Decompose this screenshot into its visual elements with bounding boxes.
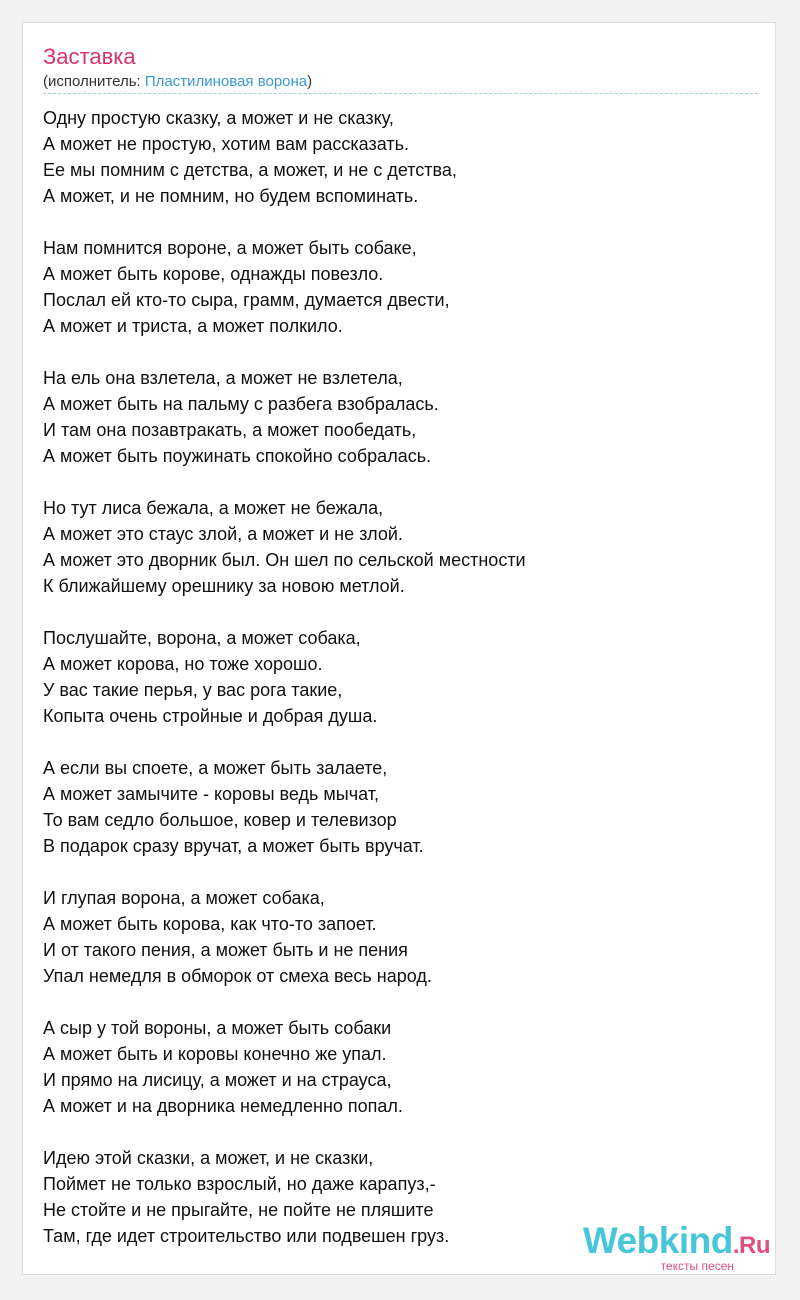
lyrics-line: А может быть корова, как что-то запоет. [43, 914, 377, 934]
lyrics-line: А может это дворник был. Он шел по сельской местности [43, 550, 526, 570]
lyrics-line: А может замычите - коровы ведь мычат, [43, 784, 379, 804]
lyrics-line: Одну простую сказку, а может и не сказку, [43, 108, 394, 128]
lyrics-line: Не стойте и не прыгайте, не пойте не пляшите [43, 1200, 434, 1220]
lyrics-line: Там, где идет строительство или подвешен груз. [43, 1226, 450, 1246]
lyrics-line: На ель она взлетела, а может не взлетела, [43, 368, 403, 388]
lyrics-line: А может быть на пальму с разбега взобралась. [43, 394, 439, 414]
logo-tld: .Ru [732, 1232, 770, 1259]
lyrics-stanza [43, 885, 763, 989]
lyrics-line: А может не простую, хотим вам рассказать. [43, 134, 409, 154]
lyrics-line: И прямо на лисицу, а может и на страуса, [43, 1070, 392, 1090]
artist-link[interactable]: Пластилиновая ворона [144, 73, 308, 90]
webkind-logo [583, 1221, 770, 1272]
song-title[interactable]: Заставка [43, 44, 136, 69]
lyrics-line: А если вы споете, а может быть залаете, [43, 758, 388, 778]
lyrics-line: А сыр у той вороны, а может быть собаки [43, 1018, 392, 1038]
logo-tagline: тексты песен [660, 1259, 734, 1273]
lyrics-line: И глупая ворона, а может собака, [43, 888, 325, 908]
lyrics-stanza [43, 625, 763, 729]
lyrics-line: А может это стаус злой, а может и не злой. [43, 524, 403, 544]
lyrics-stanza [43, 1015, 763, 1119]
lyrics-line: К ближайшему орешнику за новою метлой. [43, 576, 405, 596]
lyrics-stanza [43, 755, 763, 859]
lyrics-line: И от такого пения, а может быть и не пения [43, 940, 408, 960]
lyrics-line: Но тут лиса бежала, а может не бежала, [43, 498, 384, 518]
lyrics-line: И там она позавтракать, а может пообедать, [43, 420, 417, 440]
lyrics-line: В подарок сразу вручат, а может быть вручат. [43, 836, 424, 856]
lyrics-stanza [43, 495, 763, 599]
lyrics-card [22, 22, 776, 1275]
lyrics-line: А может и триста, а может полкило. [43, 316, 343, 336]
divider [43, 93, 758, 94]
lyrics-stanza [43, 105, 763, 209]
lyrics-line: Послушайте, ворона, а может собака, [43, 628, 361, 648]
lyrics-line: Идею этой сказки, а может, и не сказки, [43, 1148, 374, 1168]
lyrics-line: Поймет не только взрослый, но даже карапуз,- [43, 1174, 436, 1194]
lyrics-line: А может, и не помним, но будем вспоминать. [43, 186, 419, 206]
lyrics-line: А может быть поужинать спокойно собралась. [43, 446, 432, 466]
logo-brand: Webkind [582, 1220, 733, 1261]
lyrics-line: Нам помнится вороне, а может быть собаке, [43, 238, 417, 258]
lyrics-line: Упал немедля в обморок от смеха весь народ. [43, 966, 432, 986]
lyrics-stanza [43, 365, 763, 469]
lyrics-line: У вас такие перья, у вас рога такие, [43, 680, 343, 700]
artist-suffix: ) [307, 73, 313, 90]
lyrics-line: А может и на дворника немедленно попал. [43, 1096, 403, 1116]
artist-prefix: (исполнитель: [43, 73, 145, 90]
artist-line [43, 73, 312, 91]
lyrics-line: Копыта очень стройные и добрая душа. [43, 706, 378, 726]
lyrics-line: А может корова, но тоже хорошо. [43, 654, 323, 674]
lyrics-line: Послал ей кто-то сыра, грамм, думается двести, [43, 290, 450, 310]
lyrics-body [43, 105, 763, 1275]
lyrics-stanza [43, 235, 763, 339]
lyrics-line: То вам седло большое, ковер и телевизор [43, 810, 397, 830]
lyrics-line: А может быть корове, однажды повезло. [43, 264, 384, 284]
lyrics-line: Ее мы помним с детства, а может, и не с детства, [43, 160, 457, 180]
lyrics-line: А может быть и коровы конечно же упал. [43, 1044, 387, 1064]
